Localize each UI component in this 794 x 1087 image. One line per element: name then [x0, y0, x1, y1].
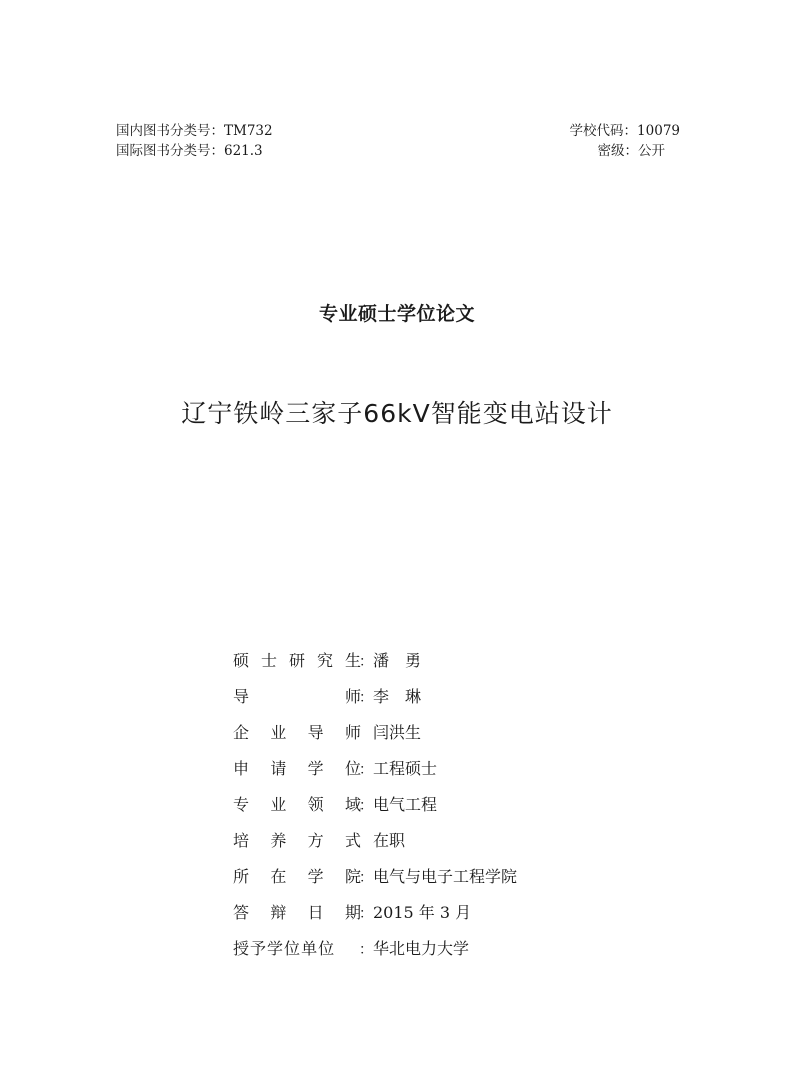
info-row [233, 792, 517, 828]
info-row [233, 756, 517, 792]
info-row [233, 720, 517, 756]
cn-classification-label: 国内图书分类号： [116, 123, 224, 139]
info-label: 授 予 学 位 单 位 [233, 939, 336, 958]
thesis-title: 辽宁铁岭三家子66kV智能变电站设计 [181, 399, 613, 428]
info-value: 潘 勇 [373, 651, 422, 670]
degree-type-heading: 专业硕士学位论文 [318, 303, 475, 325]
cn-classification [116, 121, 273, 141]
school-info-block [555, 121, 680, 161]
info-separator: ： [359, 870, 373, 886]
info-value: 电气与电子工程学院 [373, 867, 518, 886]
school-code-label: 学校代码： [569, 123, 638, 139]
intl-classification [116, 141, 273, 161]
info-value: 李 琳 [373, 687, 422, 706]
cn-classification-value: TM732 [224, 123, 273, 139]
info-label: 专 业 领 域 [233, 795, 361, 814]
info-row [233, 936, 517, 972]
info-label: 导 师 [233, 687, 361, 706]
intl-classification-label: 国际图书分类号： [116, 143, 224, 159]
info-value: 2015 年 3 月 [373, 903, 472, 922]
info-separator: ： [359, 798, 373, 814]
info-value: 工程硕士 [373, 759, 438, 778]
info-label: 企 业 导 师 [233, 723, 361, 742]
author-info-block [233, 648, 517, 972]
info-label: 所 在 学 院 [233, 867, 361, 886]
info-row [233, 684, 517, 720]
info-label: 硕 士 研 究 生 [233, 651, 361, 670]
security-level [555, 141, 680, 161]
school-code [555, 121, 680, 141]
info-value: 在职 [373, 831, 406, 850]
classification-block [116, 121, 273, 161]
security-level-label: 密级： [597, 143, 638, 159]
info-row [233, 648, 517, 684]
info-separator: ： [359, 942, 373, 958]
security-level-value: 公开 [638, 143, 665, 159]
info-label: 培 养 方 式 [233, 831, 361, 850]
info-value: 闫洪生 [373, 723, 422, 742]
info-separator: ： [359, 690, 373, 706]
info-row [233, 900, 517, 936]
info-value: 电气工程 [373, 795, 438, 814]
info-separator: ： [359, 762, 373, 778]
school-code-value: 10079 [637, 123, 680, 139]
info-separator: ： [359, 654, 373, 670]
info-value: 华北电力大学 [373, 939, 470, 958]
info-label: 答 辩 日 期 [233, 903, 361, 922]
info-separator: ： [359, 906, 373, 922]
info-row [233, 864, 517, 900]
info-row [233, 828, 517, 864]
intl-classification-value: 621.3 [224, 143, 263, 159]
info-label: 申 请 学 位 [233, 759, 361, 778]
